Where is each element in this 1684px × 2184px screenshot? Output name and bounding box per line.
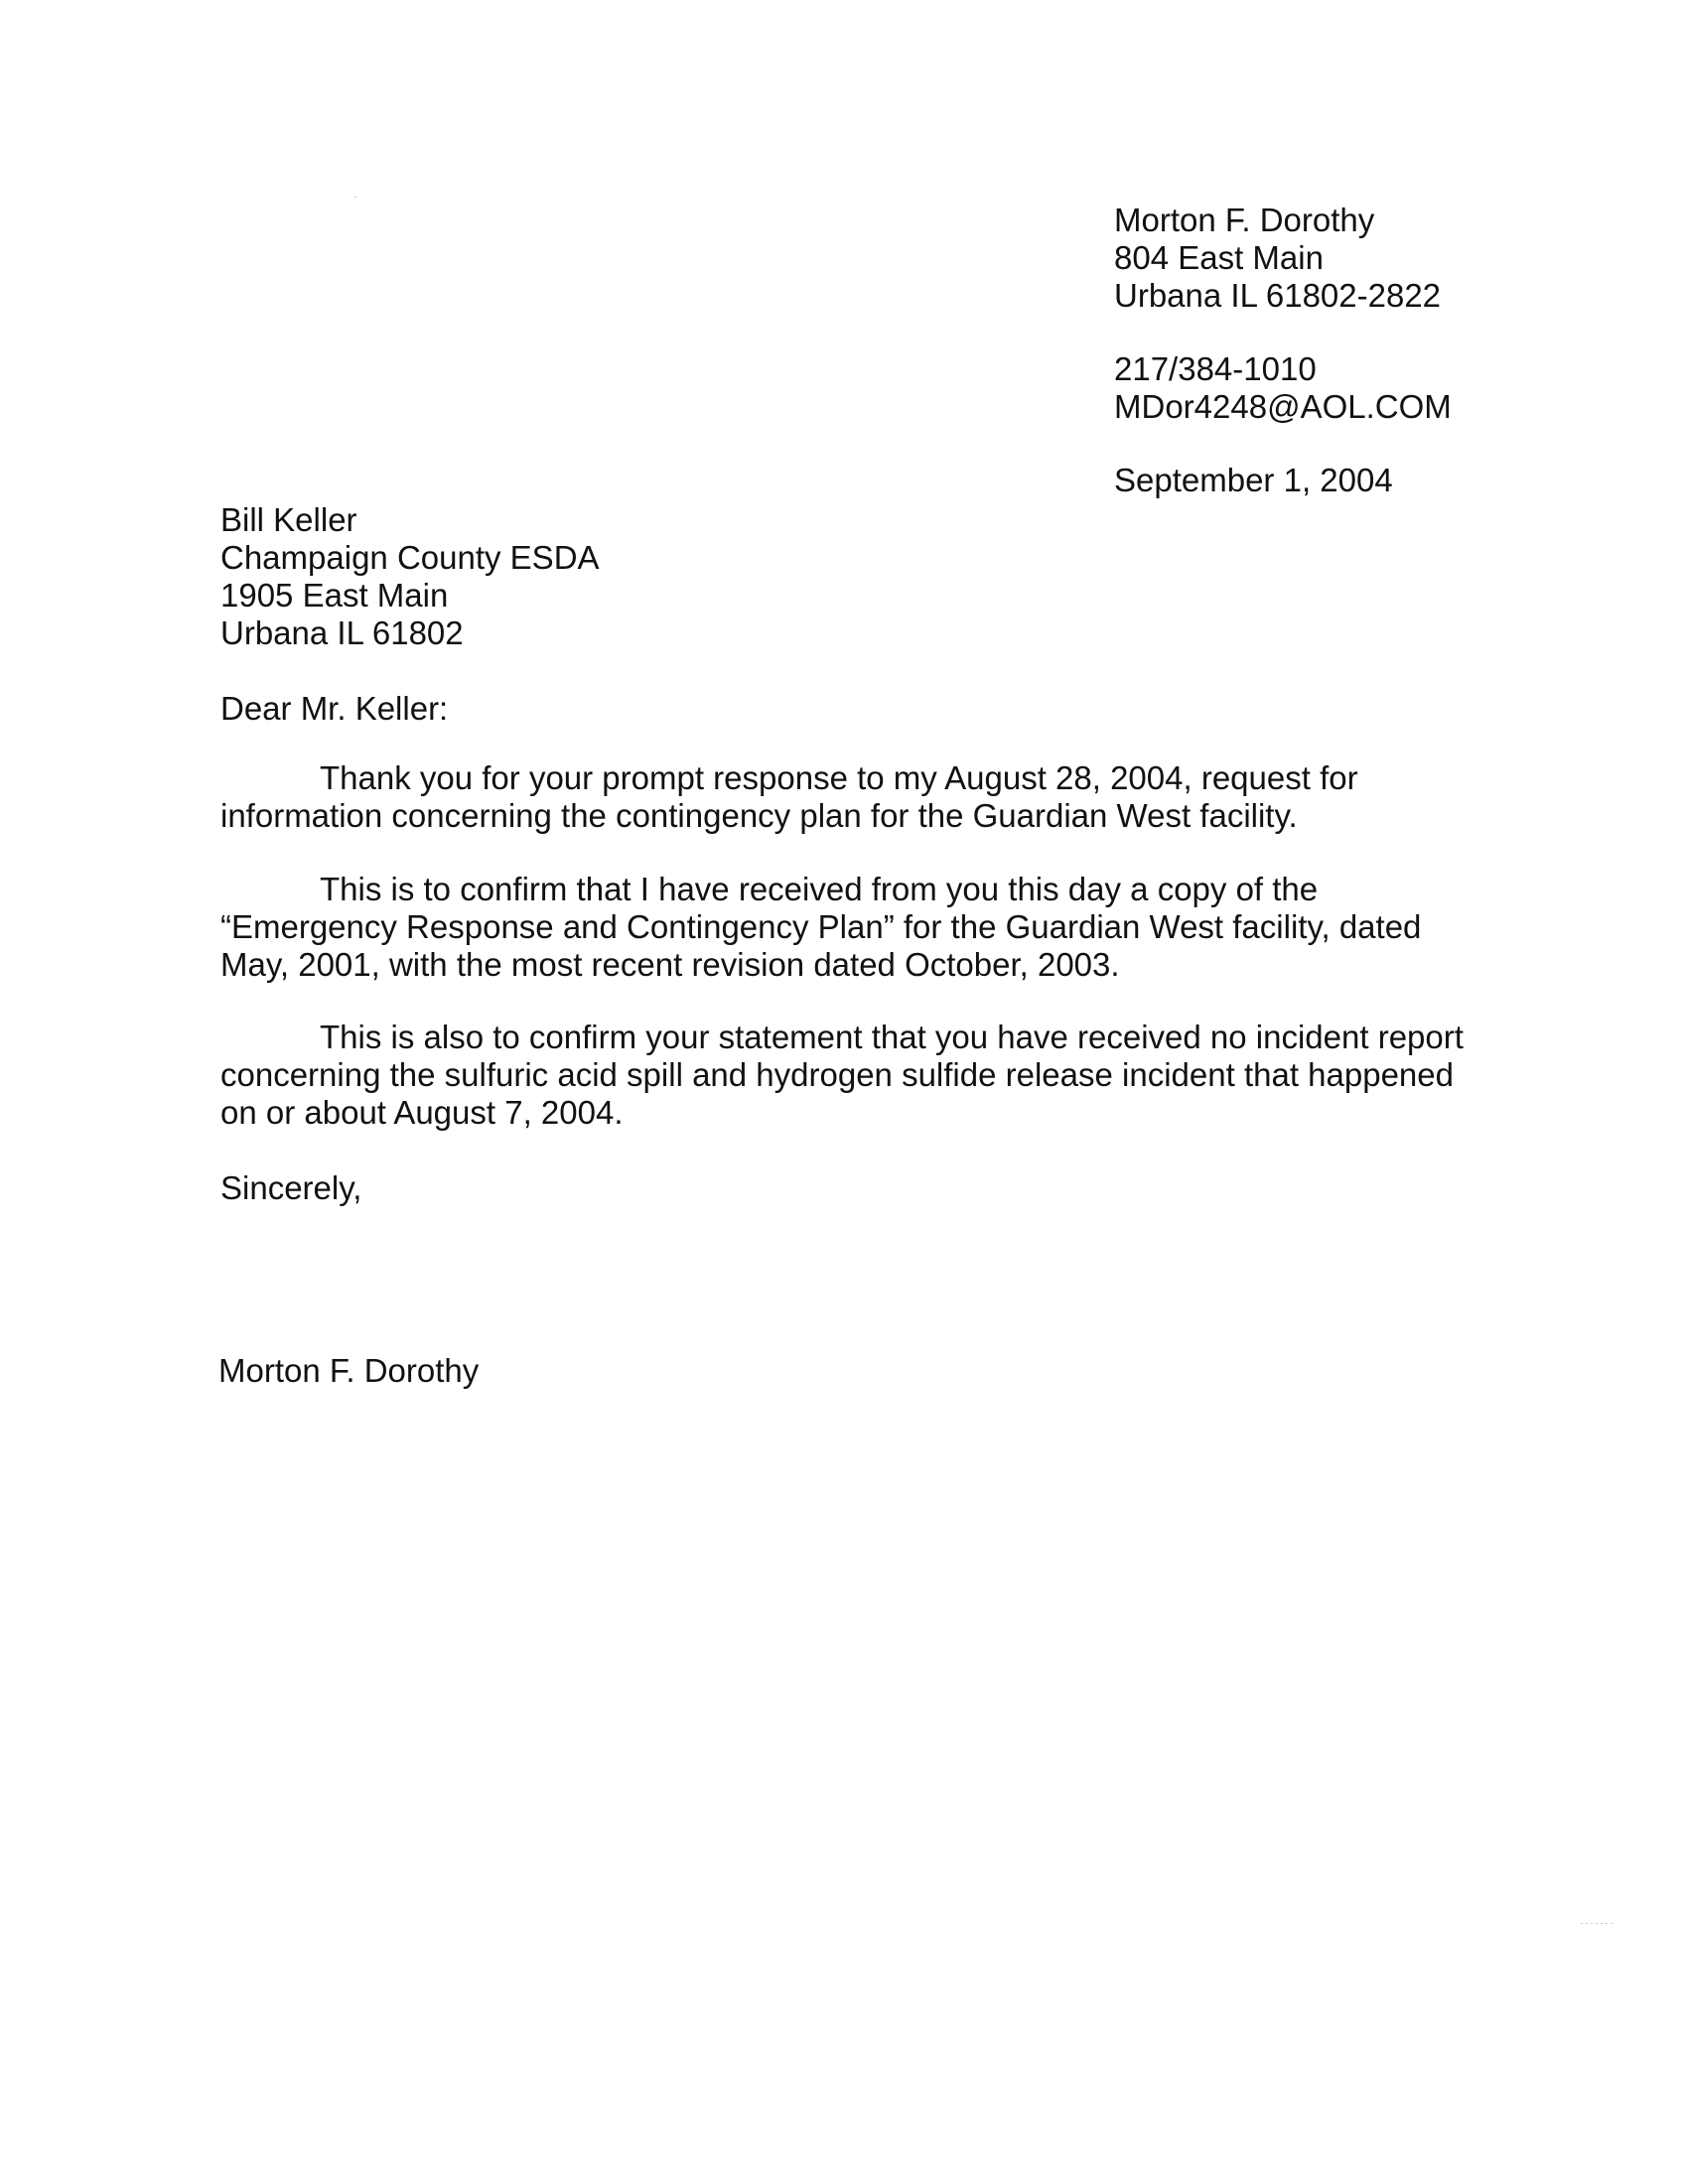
closing: Sincerely, bbox=[220, 1169, 362, 1206]
sender-email: MDor4248@AOL.COM bbox=[1114, 388, 1452, 425]
body-paragraph-1 bbox=[220, 759, 1511, 835]
salutation: Dear Mr. Keller: bbox=[220, 690, 449, 727]
paragraph-line: “Emergency Response and Contingency Plan” for the Guardian West facility, dated bbox=[220, 908, 1422, 945]
sender-phone: 217/384-1010 bbox=[1114, 350, 1317, 387]
recipient-city-state-zip: Urbana IL 61802 bbox=[220, 614, 464, 651]
body-paragraph-2 bbox=[220, 871, 1511, 984]
sender-city-state-zip: Urbana IL 61802-2822 bbox=[1114, 277, 1442, 314]
paragraph-line: Thank you for your prompt response to my August 28, 2004, request for bbox=[320, 759, 1358, 796]
sender-name: Morton F. Dorothy bbox=[1114, 202, 1375, 238]
scan-speck bbox=[354, 197, 356, 198]
signature-name: Morton F. Dorothy bbox=[218, 1352, 480, 1389]
letter-date: September 1, 2004 bbox=[1114, 462, 1393, 498]
recipient-name: Bill Keller bbox=[220, 501, 357, 538]
paragraph-line: on or about August 7, 2004. bbox=[220, 1094, 624, 1131]
recipient-organization: Champaign County ESDA bbox=[220, 539, 600, 576]
paragraph-line: May, 2001, with the most recent revision dated October, 2003. bbox=[220, 946, 1120, 983]
sender-street: 804 East Main bbox=[1114, 239, 1324, 276]
paragraph-line: This is also to confirm your statement that you have received no incident report bbox=[320, 1019, 1464, 1055]
paragraph-line: concerning the sulfuric acid spill and hydrogen sulfide release incident that happened bbox=[220, 1056, 1454, 1093]
paragraph-line: This is to confirm that I have received from you this day a copy of the bbox=[320, 871, 1319, 907]
paragraph-line: information concerning the contingency plan for the Guardian West facility. bbox=[220, 797, 1298, 834]
recipient-street: 1905 East Main bbox=[220, 577, 449, 614]
scan-speck bbox=[1581, 1923, 1613, 1924]
sender-contact-block bbox=[1114, 350, 1452, 426]
sender-address-block bbox=[1114, 202, 1441, 315]
body-paragraph-3 bbox=[220, 1019, 1511, 1132]
recipient-address-block bbox=[220, 501, 600, 652]
